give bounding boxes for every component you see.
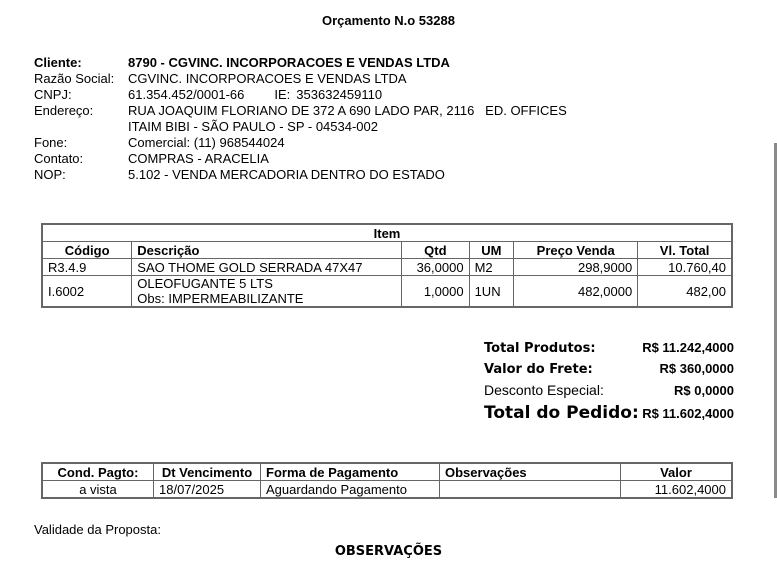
total-pedido-value: R$ 11.602,4000 bbox=[642, 406, 734, 421]
cell-descricao: SAO THOME GOLD SERRADA 47X47 bbox=[132, 259, 402, 276]
empty-label bbox=[34, 119, 128, 135]
total-pedido-row bbox=[484, 403, 734, 423]
client-value: 8790 - CGVINC. INCORPORACOES E VENDAS LTDA bbox=[128, 55, 450, 70]
col-forma-pagamento: Forma de Pagamento bbox=[261, 463, 440, 481]
cell-descricao bbox=[132, 276, 402, 308]
col-codigo: Código bbox=[42, 242, 132, 259]
validade-label: Validade da Proposta: bbox=[34, 522, 161, 537]
total-produtos-row bbox=[484, 340, 734, 361]
razao-social-value: CGVINC. INCORPORACOES E VENDAS LTDA bbox=[128, 71, 407, 86]
ie-label: IE: bbox=[274, 87, 291, 102]
col-descricao: Descrição bbox=[132, 242, 402, 259]
fone-label: Fone: bbox=[34, 135, 68, 150]
valor-frete-value: R$ 360,0000 bbox=[659, 361, 734, 376]
client-info bbox=[34, 55, 567, 183]
contato-label: Contato: bbox=[34, 151, 84, 166]
cell-um: 1UN bbox=[469, 276, 514, 308]
cell-total: 482,00 bbox=[638, 276, 732, 308]
cell-forma-pagamento: Aguardando Pagamento bbox=[261, 481, 440, 499]
cell-valor: 11.602,4000 bbox=[621, 481, 733, 499]
cnpj-label: CNPJ: bbox=[34, 87, 72, 102]
desconto-row bbox=[484, 382, 734, 403]
ie-value: 353632459110 bbox=[296, 87, 383, 102]
col-dt-vencimento: Dt Vencimento bbox=[154, 463, 261, 481]
col-um: UM bbox=[469, 242, 514, 259]
nop-row bbox=[34, 167, 567, 183]
cell-dt-vencimento: 18/07/2025 bbox=[154, 481, 261, 499]
items-group-header: Item bbox=[42, 224, 732, 242]
table-row bbox=[42, 276, 732, 308]
payment-table bbox=[41, 462, 733, 499]
items-table bbox=[41, 223, 733, 308]
endereco-row-2 bbox=[34, 119, 567, 135]
endereco-label: Endereço: bbox=[34, 103, 94, 118]
desconto-label: Desconto Especial: bbox=[484, 382, 604, 398]
cell-descricao-obs: Obs: IMPERMEABILIZANTE bbox=[137, 291, 304, 306]
col-cond-pagto: Cond. Pagto: bbox=[42, 463, 154, 481]
cell-codigo: I.6002 bbox=[42, 276, 132, 308]
col-observacoes: Observações bbox=[440, 463, 621, 481]
desconto-value: R$ 0,0000 bbox=[674, 383, 734, 398]
cell-qtd: 36,0000 bbox=[402, 259, 470, 276]
nop-value: 5.102 - VENDA MERCADORIA DENTRO DO ESTADO bbox=[128, 167, 445, 182]
items-header-row bbox=[42, 242, 732, 259]
table-row bbox=[42, 259, 732, 276]
client-row bbox=[34, 55, 567, 71]
endereco-line1: RUA JOAQUIM FLORIANO DE 372 A 690 LADO PAR, 2116 ED. OFFICES bbox=[128, 103, 567, 118]
col-total: Vl. Total bbox=[638, 242, 732, 259]
fone-value: Comercial: (11) 968544024 bbox=[128, 135, 285, 150]
observacoes-title: OBSERVAÇÕES bbox=[334, 544, 443, 559]
cell-cond-pagto: a vista bbox=[42, 481, 154, 499]
payment-header-row bbox=[42, 463, 732, 481]
cell-codigo: R3.4.9 bbox=[42, 259, 132, 276]
cnpj-value: 61.354.452/0001-66 bbox=[128, 87, 245, 102]
total-produtos-value: R$ 11.242,4000 bbox=[642, 340, 734, 355]
col-preco: Preço Venda bbox=[514, 242, 638, 259]
cell-um: M2 bbox=[469, 259, 514, 276]
totals-block bbox=[484, 340, 734, 423]
endereco-line2: ITAIM BIBI - SÃO PAULO - SP - 04534-002 bbox=[128, 119, 378, 134]
endereco-row bbox=[34, 103, 567, 119]
razao-social-label: Razão Social: bbox=[34, 71, 115, 86]
valor-frete-label: Valor do Frete: bbox=[484, 362, 593, 377]
cell-descricao-main: OLEOFUGANTE 5 LTS bbox=[137, 276, 273, 291]
valor-frete-row bbox=[484, 361, 734, 382]
cell-preco: 482,0000 bbox=[514, 276, 638, 308]
cell-total: 10.760,40 bbox=[638, 259, 732, 276]
contato-row bbox=[34, 151, 567, 167]
cnpj-row bbox=[34, 87, 567, 103]
total-produtos-label: Total Produtos: bbox=[484, 341, 596, 356]
table-row bbox=[42, 481, 732, 499]
cell-observacoes bbox=[440, 481, 621, 499]
fone-row bbox=[34, 135, 567, 151]
cell-qtd: 1,0000 bbox=[402, 276, 470, 308]
col-valor: Valor bbox=[621, 463, 733, 481]
document-title: Orçamento N.o 53288 bbox=[322, 13, 455, 28]
nop-label: NOP: bbox=[34, 167, 66, 182]
contato-value: COMPRAS - ARACELIA bbox=[128, 151, 269, 166]
total-pedido-label: Total do Pedido: bbox=[484, 403, 639, 423]
razao-social-row bbox=[34, 71, 567, 87]
cell-preco: 298,9000 bbox=[514, 259, 638, 276]
items-group-header-row bbox=[42, 224, 732, 242]
col-qtd: Qtd bbox=[402, 242, 470, 259]
client-label: Cliente: bbox=[34, 55, 82, 70]
